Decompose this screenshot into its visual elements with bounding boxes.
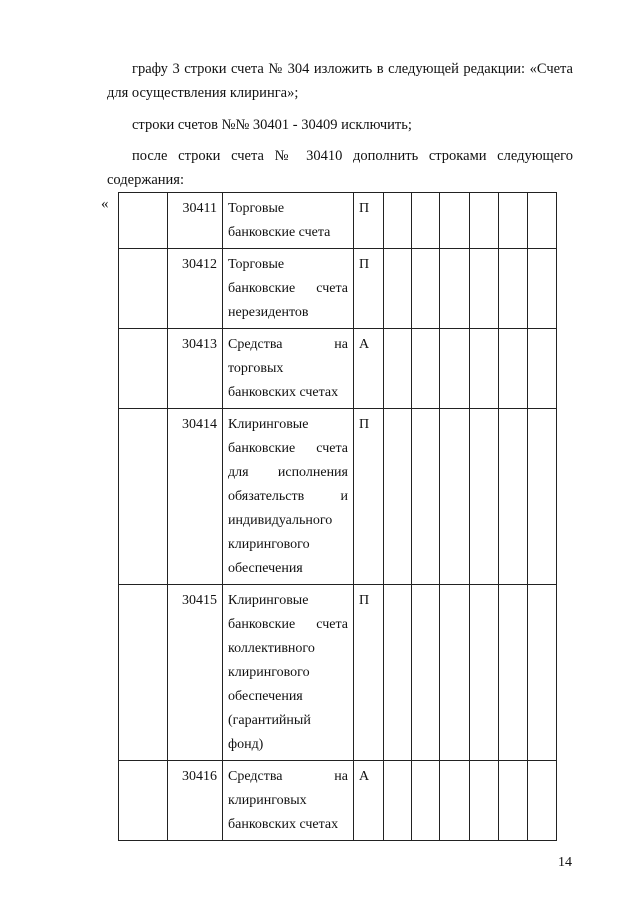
- blank-cell: [440, 249, 470, 329]
- account-name-line: обязательств и: [228, 489, 348, 504]
- account-name-line: коллективного: [228, 641, 315, 656]
- account-name-line: клиринговых: [228, 793, 307, 808]
- blank-cell: [384, 249, 412, 329]
- account-name-line: Торговые: [228, 201, 285, 216]
- account-type: А: [354, 329, 384, 409]
- account-name-line: (гарантийный: [228, 713, 311, 728]
- page-number: 14: [558, 855, 572, 870]
- blank-cell: [384, 761, 412, 841]
- blank-cell: [384, 585, 412, 761]
- account-name-line: клирингового: [228, 665, 310, 680]
- blank-cell: [528, 761, 557, 841]
- account-name-line: обеспечения: [228, 689, 303, 704]
- account-name-line: банковских счетах: [228, 385, 339, 400]
- blank-cell: [470, 585, 499, 761]
- blank-cell: [440, 409, 470, 585]
- blank-cell: [119, 249, 168, 329]
- account-name-line: банковских счетах: [228, 817, 339, 832]
- blank-cell: [470, 193, 499, 249]
- blank-cell: [499, 329, 528, 409]
- blank-cell: [440, 193, 470, 249]
- account-name-line: фонд): [228, 737, 264, 752]
- blank-cell: [412, 409, 440, 585]
- paragraph-2: строки счетов №№ 30401 - 30409 исключить;: [132, 117, 412, 133]
- account-name-line: банковские счета: [228, 617, 348, 632]
- paragraph-3: после строки счета № 30410 дополнить строками следующего содержания:: [107, 148, 573, 188]
- account-type: П: [354, 193, 384, 249]
- blank-cell: [412, 585, 440, 761]
- account-number: 30411: [168, 193, 223, 249]
- account-name: [223, 193, 354, 249]
- paragraph-1: графу 3 строки счета № 304 изложить в следующей редакции: «Счета для осуществления клиринга»;: [107, 61, 573, 101]
- account-name: [223, 329, 354, 409]
- blank-cell: [384, 193, 412, 249]
- account-name-line: индивидуального: [228, 513, 333, 528]
- blank-cell: [440, 329, 470, 409]
- account-number: 30412: [168, 249, 223, 329]
- blank-cell: [528, 193, 557, 249]
- account-row: [119, 329, 557, 409]
- account-type: П: [354, 409, 384, 585]
- account-type: А: [354, 761, 384, 841]
- account-name-line: Клиринговые: [228, 593, 309, 608]
- blank-cell: [119, 761, 168, 841]
- account-type: П: [354, 249, 384, 329]
- account-name: [223, 409, 354, 585]
- account-row: [119, 249, 557, 329]
- blank-cell: [528, 249, 557, 329]
- blank-cell: [119, 193, 168, 249]
- account-number: 30415: [168, 585, 223, 761]
- blank-cell: [412, 761, 440, 841]
- account-row: [119, 585, 557, 761]
- account-name: [223, 585, 354, 761]
- account-row: [119, 761, 557, 841]
- account-type: П: [354, 585, 384, 761]
- account-name-line: Средства на: [228, 769, 348, 784]
- account-name-line: Торговые: [228, 257, 285, 272]
- blank-cell: [499, 249, 528, 329]
- blank-cell: [384, 329, 412, 409]
- account-row: [119, 409, 557, 585]
- blank-cell: [119, 409, 168, 585]
- account-number: 30414: [168, 409, 223, 585]
- blank-cell: [412, 329, 440, 409]
- blank-cell: [470, 329, 499, 409]
- account-name: [223, 761, 354, 841]
- blank-cell: [499, 409, 528, 585]
- opening-quote: «: [101, 196, 109, 212]
- account-name-line: банковские счета: [228, 225, 331, 240]
- blank-cell: [499, 585, 528, 761]
- blank-cell: [119, 585, 168, 761]
- blank-cell: [440, 761, 470, 841]
- blank-cell: [470, 409, 499, 585]
- blank-cell: [470, 249, 499, 329]
- account-name-line: банковские счета: [228, 281, 348, 296]
- accounts-table: [118, 192, 557, 841]
- blank-cell: [119, 329, 168, 409]
- blank-cell: [499, 193, 528, 249]
- blank-cell: [412, 249, 440, 329]
- blank-cell: [384, 409, 412, 585]
- account-name-line: Клиринговые: [228, 417, 309, 432]
- blank-cell: [440, 585, 470, 761]
- blank-cell: [470, 761, 499, 841]
- account-name-line: Средства на: [228, 337, 348, 352]
- account-number: 30413: [168, 329, 223, 409]
- account-name-line: нерезидентов: [228, 305, 309, 320]
- blank-cell: [499, 761, 528, 841]
- account-row: [119, 193, 557, 249]
- blank-cell: [412, 193, 440, 249]
- blank-cell: [528, 585, 557, 761]
- account-name: [223, 249, 354, 329]
- account-name-line: торговых: [228, 361, 284, 376]
- account-name-line: банковские счета: [228, 441, 348, 456]
- account-name-line: обеспечения: [228, 561, 303, 576]
- account-name-line: для исполнения: [228, 465, 348, 480]
- account-name-line: клирингового: [228, 537, 310, 552]
- blank-cell: [528, 409, 557, 585]
- blank-cell: [528, 329, 557, 409]
- account-number: 30416: [168, 761, 223, 841]
